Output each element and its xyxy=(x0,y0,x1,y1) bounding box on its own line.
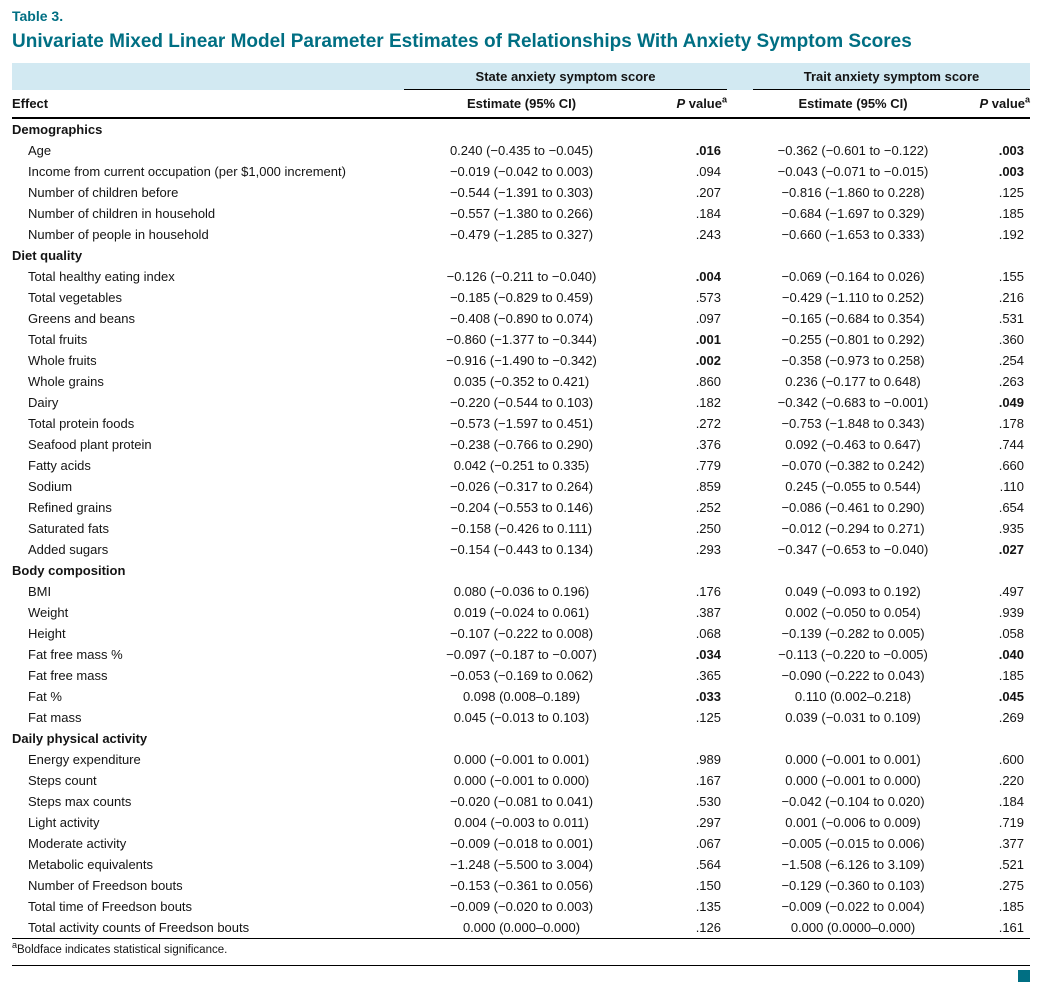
pvalue-header-p: P xyxy=(979,96,989,111)
state-pvalue-cell: .272 xyxy=(695,416,721,431)
trait-estimate-cell: 0.039 (−0.031 to 0.109) xyxy=(785,710,921,725)
state-estimate-cell: 0.000 (−0.001 to 0.000) xyxy=(453,773,590,788)
section-title: Body composition xyxy=(12,563,126,578)
trait-pvalue-cell: .275 xyxy=(998,878,1025,893)
parameter-estimates-table xyxy=(12,63,1030,939)
effect-label: Saturated fats xyxy=(28,521,109,536)
trait-pvalue-cell: .110 xyxy=(999,479,1025,494)
state-estimate-cell: −0.544 (−1.391 to 0.303) xyxy=(449,185,594,200)
state-pvalue-cell: .376 xyxy=(695,437,721,452)
table-row xyxy=(12,497,1030,518)
trait-pvalue-cell: .660 xyxy=(998,458,1025,473)
state-pvalue-column-header xyxy=(639,90,727,119)
trait-estimate-cell: −0.347 (−0.653 to −0.040) xyxy=(777,542,929,557)
state-pvalue-cell: .297 xyxy=(695,815,721,830)
table-row xyxy=(12,686,1030,707)
state-pvalue-cell: .016 xyxy=(695,143,721,158)
state-pvalue-cell: .182 xyxy=(695,395,721,410)
column-gap-cell xyxy=(727,182,753,203)
table-row xyxy=(12,707,1030,728)
trait-pvalue-cell: .178 xyxy=(998,416,1025,431)
effect-label: Total healthy eating index xyxy=(28,269,175,284)
column-gap-cell xyxy=(727,392,753,413)
state-estimate-cell: −0.009 (−0.018 to 0.001) xyxy=(449,836,594,851)
table-row xyxy=(12,665,1030,686)
state-estimate-cell: 0.004 (−0.003 to 0.011) xyxy=(454,815,589,830)
column-header-row xyxy=(12,90,1030,119)
table-row xyxy=(12,917,1030,939)
trait-estimate-cell: 0.236 (−0.177 to 0.648) xyxy=(785,374,921,389)
column-gap-cell xyxy=(727,644,753,665)
state-estimate-cell: −0.204 (−0.553 to 0.146) xyxy=(449,500,594,515)
state-estimate-cell: −0.185 (−0.829 to 0.459) xyxy=(449,290,594,305)
effect-label: Number of Freedson bouts xyxy=(28,878,183,893)
effect-label: Dairy xyxy=(28,395,59,410)
trait-pvalue-cell: .192 xyxy=(998,227,1025,242)
state-pvalue-cell: .530 xyxy=(695,794,721,809)
table-row xyxy=(12,392,1030,413)
trait-pvalue-cell: .003 xyxy=(998,164,1025,179)
trait-pvalue-cell: .521 xyxy=(998,857,1025,872)
state-estimate-cell: −0.573 (−1.597 to 0.451) xyxy=(449,416,594,431)
column-gap-cell xyxy=(727,476,753,497)
trait-pvalue-cell: .360 xyxy=(998,332,1025,347)
state-pvalue-cell: .184 xyxy=(695,206,721,221)
state-estimate-cell: −0.158 (−0.426 to 0.111) xyxy=(450,521,593,536)
trait-estimate-column-header: Estimate (95% CI) xyxy=(753,90,953,119)
trait-estimate-cell: −0.005 (−0.015 to 0.006) xyxy=(781,836,925,851)
state-pvalue-cell: .126 xyxy=(695,920,721,935)
pvalue-header-p: P xyxy=(676,96,686,111)
state-pvalue-cell: .859 xyxy=(695,479,721,494)
footnote-marker: a xyxy=(12,940,18,951)
effect-label: Energy expenditure xyxy=(28,752,141,767)
state-estimate-cell: −0.860 (−1.377 to −0.344) xyxy=(446,332,597,347)
end-of-table-marker xyxy=(1018,970,1030,982)
state-estimate-cell: 0.000 (−0.001 to 0.001) xyxy=(453,752,590,767)
column-gap-cell xyxy=(727,455,753,476)
table-row xyxy=(12,518,1030,539)
pvalue-header-superscript: a xyxy=(721,94,727,105)
state-estimate-cell: −0.026 (−0.317 to 0.264) xyxy=(449,479,594,494)
column-gap-cell xyxy=(727,371,753,392)
state-pvalue-cell: .989 xyxy=(695,752,721,767)
trait-pvalue-cell: .045 xyxy=(998,689,1025,704)
table-row xyxy=(12,434,1030,455)
column-gap-cell xyxy=(727,161,753,182)
column-gap-cell xyxy=(727,581,753,602)
pvalue-header-superscript: a xyxy=(1025,94,1031,105)
table-row xyxy=(12,308,1030,329)
trait-pvalue-column-header xyxy=(953,90,1030,119)
column-gap-cell xyxy=(727,854,753,875)
state-pvalue-cell: .135 xyxy=(695,899,721,914)
effect-label: Fat free mass xyxy=(28,668,108,683)
state-pvalue-cell: .252 xyxy=(695,500,721,515)
trait-estimate-cell: −0.129 (−0.360 to 0.103) xyxy=(781,878,925,893)
table-row xyxy=(12,770,1030,791)
column-gap-cell xyxy=(727,917,753,939)
state-pvalue-cell: .001 xyxy=(695,332,721,347)
table-row xyxy=(12,350,1030,371)
trait-estimate-cell: −0.042 (−0.104 to 0.020) xyxy=(781,794,925,809)
trait-estimate-cell: −0.139 (−0.282 to 0.005) xyxy=(781,626,925,641)
effect-label: Total protein foods xyxy=(28,416,135,431)
trait-pvalue-cell: .161 xyxy=(998,920,1025,935)
state-pvalue-cell: .167 xyxy=(695,773,721,788)
trait-estimate-cell: −0.358 (−0.973 to 0.258) xyxy=(781,353,925,368)
state-pvalue-cell: .250 xyxy=(695,521,721,536)
trait-estimate-cell: 0.000 (−0.001 to 0.000) xyxy=(785,773,921,788)
trait-estimate-cell: 0.001 (−0.006 to 0.009) xyxy=(785,815,921,830)
effect-label: Refined grains xyxy=(28,500,112,515)
state-pvalue-cell: .176 xyxy=(695,584,721,599)
table-row xyxy=(12,854,1030,875)
section-row xyxy=(12,728,1030,749)
trait-pvalue-cell: .744 xyxy=(998,437,1025,452)
effect-label: Fatty acids xyxy=(28,458,91,473)
state-estimate-cell: 0.000 (0.000–0.000) xyxy=(462,920,581,935)
trait-pvalue-cell: .040 xyxy=(998,647,1025,662)
column-gap-cell xyxy=(727,665,753,686)
table-row xyxy=(12,623,1030,644)
trait-estimate-cell: −0.684 (−1.697 to 0.329) xyxy=(781,206,925,221)
trait-estimate-cell: −0.342 (−0.683 to −0.001) xyxy=(777,395,929,410)
trait-estimate-cell: −0.009 (−0.022 to 0.004) xyxy=(781,899,925,914)
state-estimate-cell: 0.098 (0.008–0.189) xyxy=(462,689,581,704)
column-gap-cell xyxy=(727,434,753,455)
table-row xyxy=(12,224,1030,245)
effect-label: Metabolic equivalents xyxy=(28,857,154,872)
trait-pvalue-cell: .220 xyxy=(998,773,1025,788)
trait-estimate-cell: −0.255 (−0.801 to 0.292) xyxy=(781,332,925,347)
effect-label: Steps count xyxy=(28,773,97,788)
state-estimate-cell: 0.240 (−0.435 to −0.045) xyxy=(449,143,594,158)
table-row xyxy=(12,791,1030,812)
column-gap-cell xyxy=(727,329,753,350)
trait-estimate-cell: 0.092 (−0.463 to 0.647) xyxy=(785,437,921,452)
pvalue-header-value: value xyxy=(988,96,1025,111)
effect-label: Total vegetables xyxy=(28,290,122,305)
column-gap-cell xyxy=(727,140,753,161)
state-pvalue-cell: .150 xyxy=(695,878,721,893)
state-pvalue-cell: .067 xyxy=(695,836,721,851)
state-estimate-cell: −0.154 (−0.443 to 0.134) xyxy=(449,542,594,557)
trait-pvalue-cell: .939 xyxy=(998,605,1025,620)
trait-estimate-cell: 0.000 (0.0000–0.000) xyxy=(790,920,916,935)
effect-label: Total fruits xyxy=(28,332,88,347)
state-estimate-cell: −0.408 (−0.890 to 0.074) xyxy=(449,311,594,326)
state-pvalue-cell: .094 xyxy=(695,164,721,179)
section-row xyxy=(12,560,1030,581)
effect-label: Steps max counts xyxy=(28,794,132,809)
column-gap-cell xyxy=(727,308,753,329)
column-gap-cell xyxy=(727,833,753,854)
column-group-header-row xyxy=(12,63,1030,90)
table-row xyxy=(12,203,1030,224)
table-row xyxy=(12,539,1030,560)
state-estimate-cell: 0.080 (−0.036 to 0.196) xyxy=(453,584,590,599)
state-estimate-cell: −0.220 (−0.544 to 0.103) xyxy=(449,395,594,410)
state-estimate-cell: −0.019 (−0.042 to 0.003) xyxy=(449,164,594,179)
trait-pvalue-cell: .185 xyxy=(998,206,1025,221)
effect-label: Seafood plant protein xyxy=(28,437,152,452)
trait-estimate-cell: −0.660 (−1.653 to 0.333) xyxy=(781,227,925,242)
section-title: Diet quality xyxy=(12,248,83,263)
trait-pvalue-cell: .058 xyxy=(998,626,1025,641)
trait-estimate-cell: 0.000 (−0.001 to 0.001) xyxy=(785,752,921,767)
state-estimate-cell: −0.153 (−0.361 to 0.056) xyxy=(449,878,594,893)
column-gap-cell xyxy=(727,875,753,896)
table-row xyxy=(12,833,1030,854)
column-header-gap xyxy=(727,90,753,119)
state-pvalue-cell: .779 xyxy=(695,458,721,473)
column-gap-cell xyxy=(727,812,753,833)
effect-label: Number of people in household xyxy=(28,227,209,242)
state-estimate-cell: −0.097 (−0.187 to −0.007) xyxy=(446,647,597,662)
trait-estimate-cell: −0.012 (−0.294 to 0.271) xyxy=(781,521,925,536)
table-row xyxy=(12,476,1030,497)
trait-pvalue-cell: .654 xyxy=(998,500,1025,515)
trait-pvalue-cell: .184 xyxy=(998,794,1025,809)
trait-pvalue-cell: .600 xyxy=(998,752,1025,767)
table-row xyxy=(12,413,1030,434)
trait-pvalue-cell: .003 xyxy=(998,143,1025,158)
state-estimate-cell: 0.042 (−0.251 to 0.335) xyxy=(453,458,590,473)
table-row xyxy=(12,287,1030,308)
column-gap-cell xyxy=(727,707,753,728)
state-pvalue-cell: .387 xyxy=(695,605,721,620)
column-gap-cell xyxy=(727,224,753,245)
table-row xyxy=(12,266,1030,287)
trait-pvalue-cell: .263 xyxy=(998,374,1025,389)
trait-pvalue-cell: .269 xyxy=(998,710,1025,725)
column-gap-cell xyxy=(727,770,753,791)
trait-estimate-cell: −0.165 (−0.684 to 0.354) xyxy=(781,311,925,326)
trait-pvalue-cell: .027 xyxy=(998,542,1025,557)
column-gap-cell xyxy=(727,896,753,917)
trait-anxiety-group-header: Trait anxiety symptom score xyxy=(753,63,1030,90)
trait-pvalue-cell: .254 xyxy=(998,353,1025,368)
state-estimate-cell: −0.238 (−0.766 to 0.290) xyxy=(449,437,594,452)
trait-estimate-cell: −0.086 (−0.461 to 0.290) xyxy=(781,500,925,515)
state-pvalue-cell: .564 xyxy=(695,857,721,872)
state-pvalue-cell: .002 xyxy=(695,353,721,368)
trait-estimate-cell: 0.110 (0.002–0.218) xyxy=(794,689,912,704)
effect-label: Fat mass xyxy=(28,710,82,725)
effect-label: Moderate activity xyxy=(28,836,127,851)
column-gap-cell xyxy=(727,686,753,707)
table-row xyxy=(12,161,1030,182)
table-row xyxy=(12,371,1030,392)
state-estimate-cell: 0.019 (−0.024 to 0.061) xyxy=(453,605,590,620)
table-footnote xyxy=(12,940,1030,966)
effect-label: Total activity counts of Freedson bouts xyxy=(28,920,250,935)
state-estimate-cell: −0.557 (−1.380 to 0.266) xyxy=(449,206,594,221)
state-estimate-cell: 0.035 (−0.352 to 0.421) xyxy=(453,374,590,389)
table-row xyxy=(12,812,1030,833)
trait-pvalue-cell: .185 xyxy=(998,899,1025,914)
effect-label: Fat % xyxy=(28,689,62,704)
effect-label: Sodium xyxy=(28,479,73,494)
column-gap-cell xyxy=(727,497,753,518)
state-anxiety-group-header: State anxiety symptom score xyxy=(404,63,727,90)
state-estimate-cell: −0.053 (−0.169 to 0.062) xyxy=(449,668,594,683)
effect-label: Fat free mass % xyxy=(28,647,123,662)
effect-label: Income from current occupation (per $1,000 increment) xyxy=(28,164,346,179)
column-gap-cell xyxy=(727,539,753,560)
state-estimate-cell: −0.020 (−0.081 to 0.041) xyxy=(449,794,594,809)
effect-label: Number of children before xyxy=(28,185,179,200)
state-estimate-cell: 0.045 (−0.013 to 0.103) xyxy=(453,710,590,725)
state-estimate-column-header: Estimate (95% CI) xyxy=(404,90,639,119)
effect-label: Number of children in household xyxy=(28,206,216,221)
table-row xyxy=(12,644,1030,665)
section-title: Demographics xyxy=(12,122,103,137)
trait-estimate-cell: 0.245 (−0.055 to 0.544) xyxy=(785,479,921,494)
trait-estimate-cell: −0.070 (−0.382 to 0.242) xyxy=(781,458,925,473)
column-gap-cell xyxy=(727,749,753,770)
table-row xyxy=(12,875,1030,896)
state-pvalue-cell: .207 xyxy=(695,185,721,200)
state-estimate-cell: −0.479 (−1.285 to 0.327) xyxy=(449,227,594,242)
table-title: Univariate Mixed Linear Model Parameter Estimates of Relationships With Anxiety Symptom Scores xyxy=(12,31,912,52)
effect-label: Greens and beans xyxy=(28,311,135,326)
trait-pvalue-cell: .531 xyxy=(998,311,1025,326)
group-header-gap xyxy=(727,63,753,90)
effect-label: Weight xyxy=(28,605,69,620)
trait-estimate-cell: −0.090 (−0.222 to 0.043) xyxy=(781,668,925,683)
state-estimate-cell: −0.107 (−0.222 to 0.008) xyxy=(449,626,594,641)
state-estimate-cell: −0.126 (−0.211 to −0.040) xyxy=(446,269,597,284)
effect-label: BMI xyxy=(28,584,52,599)
trait-estimate-cell: −0.069 (−0.164 to 0.026) xyxy=(781,269,925,284)
trait-estimate-cell: −0.043 (−0.071 to −0.015) xyxy=(777,164,929,179)
group-header-spacer xyxy=(12,63,404,90)
effect-label: Whole grains xyxy=(28,374,104,389)
effect-label: Total time of Freedson bouts xyxy=(28,899,193,914)
column-gap-cell xyxy=(727,518,753,539)
table-row xyxy=(12,581,1030,602)
column-gap-cell xyxy=(727,602,753,623)
section-title: Daily physical activity xyxy=(12,731,148,746)
footnote-text: Boldface indicates statistical significance. xyxy=(17,944,228,956)
section-row xyxy=(12,118,1030,140)
table-row xyxy=(12,182,1030,203)
effect-label: Whole fruits xyxy=(28,353,97,368)
effect-column-header: Effect xyxy=(12,90,404,119)
effect-label: Added sugars xyxy=(28,542,109,557)
state-pvalue-cell: .860 xyxy=(695,374,721,389)
column-gap-cell xyxy=(727,287,753,308)
state-pvalue-cell: .125 xyxy=(695,710,721,725)
trait-pvalue-cell: .216 xyxy=(998,290,1025,305)
pvalue-header-value: value xyxy=(685,96,722,111)
column-gap-cell xyxy=(727,266,753,287)
state-pvalue-cell: .243 xyxy=(695,227,721,242)
section-row xyxy=(12,245,1030,266)
state-pvalue-cell: .068 xyxy=(695,626,721,641)
trait-pvalue-cell: .497 xyxy=(998,584,1025,599)
trait-pvalue-cell: .155 xyxy=(998,269,1025,284)
table-row xyxy=(12,140,1030,161)
trait-estimate-cell: −0.753 (−1.848 to 0.343) xyxy=(781,416,925,431)
state-pvalue-cell: .573 xyxy=(695,290,721,305)
table-row xyxy=(12,329,1030,350)
trait-estimate-cell: 0.049 (−0.093 to 0.192) xyxy=(785,584,921,599)
trait-pvalue-cell: .719 xyxy=(998,815,1025,830)
table-row xyxy=(12,602,1030,623)
effect-label: Age xyxy=(28,143,52,158)
column-gap-cell xyxy=(727,413,753,434)
state-estimate-cell: −0.916 (−1.490 to −0.342) xyxy=(446,353,597,368)
trait-estimate-cell: 0.002 (−0.050 to 0.054) xyxy=(785,605,921,620)
trait-estimate-cell: −1.508 (−6.126 to 3.109) xyxy=(781,857,925,872)
column-gap-cell xyxy=(727,350,753,371)
trait-pvalue-cell: .049 xyxy=(998,395,1025,410)
state-pvalue-cell: .004 xyxy=(695,269,721,284)
trait-pvalue-cell: .935 xyxy=(998,521,1025,536)
trait-estimate-cell: −0.113 (−0.220 to −0.005) xyxy=(778,647,928,662)
state-estimate-cell: −1.248 (−5.500 to 3.004) xyxy=(449,857,594,872)
column-gap-cell xyxy=(727,623,753,644)
state-pvalue-cell: .033 xyxy=(695,689,721,704)
effect-label: Height xyxy=(28,626,66,641)
state-estimate-cell: −0.009 (−0.020 to 0.003) xyxy=(449,899,594,914)
trait-estimate-cell: −0.362 (−0.601 to −0.122) xyxy=(777,143,929,158)
effect-label: Light activity xyxy=(28,815,100,830)
state-pvalue-cell: .034 xyxy=(695,647,721,662)
trait-estimate-cell: −0.429 (−1.110 to 0.252) xyxy=(781,290,925,305)
trait-pvalue-cell: .185 xyxy=(998,668,1025,683)
trait-pvalue-cell: .377 xyxy=(998,836,1025,851)
state-pvalue-cell: .365 xyxy=(695,668,721,683)
column-gap-cell xyxy=(727,791,753,812)
trait-estimate-cell: −0.816 (−1.860 to 0.228) xyxy=(781,185,925,200)
state-pvalue-cell: .097 xyxy=(695,311,721,326)
column-gap-cell xyxy=(727,203,753,224)
trait-pvalue-cell: .125 xyxy=(998,185,1025,200)
table-row xyxy=(12,455,1030,476)
table-row xyxy=(12,896,1030,917)
state-pvalue-cell: .293 xyxy=(695,542,721,557)
table-label: Table 3. xyxy=(12,8,64,24)
table-row xyxy=(12,749,1030,770)
